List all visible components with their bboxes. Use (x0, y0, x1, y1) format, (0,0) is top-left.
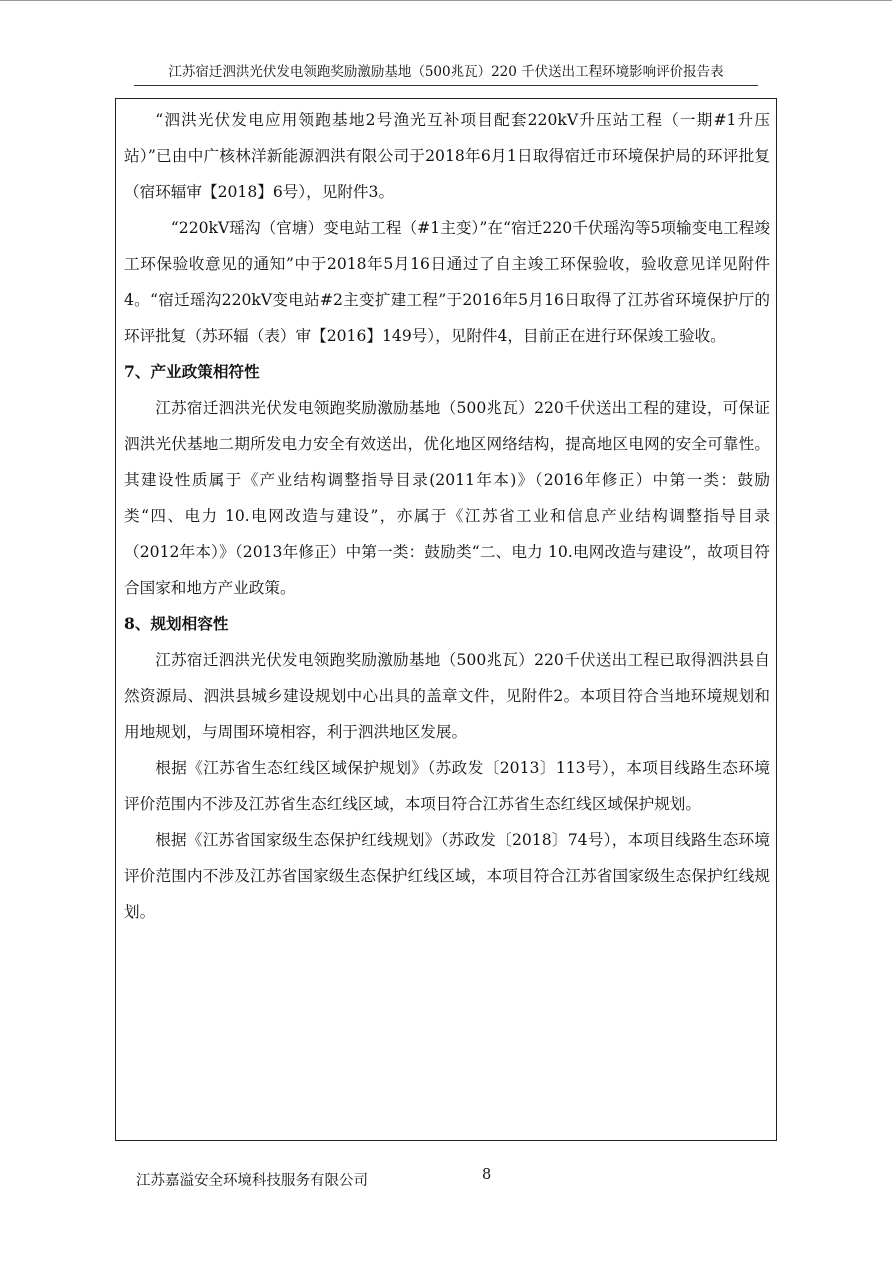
footer-company: 江苏嘉溢安全环境科技服务有限公司 (136, 1173, 368, 1189)
paragraph-yaogou-substation: “220kV瑶沟（官塘）变电站工程（#1主变）”在“宿迁220千伏瑶沟等5项输变电工程竣工环保验收意见的通知”中于2018年5月16日通过了自主竣工环保验收，验收意见详见附件4。“宿迁瑶沟220kV变电站#2主变扩建工程”于2016年5月16日取得了江苏省环境保护厅的环评批复（苏环辐（表）审【2016】149号），见附件4，目前正在进行环保竣工验收。 (124, 219, 770, 345)
section-heading-industrial-policy: 7、产业政策相符性 (124, 362, 260, 381)
page-number: 8 (482, 1167, 492, 1183)
page-top-rule (0, 0, 892, 1)
paragraph-national-redline: 根据《江苏省国家级生态保护红线规划》（苏政发〔2018〕74号），本项目线路生态环境评价范围内不涉及江苏省国家级生态保护红线区域，本项目符合江苏省国家级生态保护红线规划。 (124, 831, 770, 921)
paragraph-upgrade-station: “泗洪光伏发电应用领跑基地2号渔光互补项目配套220kV升压站工程（一期#1升压站）”已由中广核林洋新能源泗洪有限公司于2018年6月1日取得宿迁市环境保护局的环评批复（宿环辐审【2018】6号），见附件3。 (124, 111, 770, 201)
paragraph-industrial-policy: 江苏宿迁泗洪光伏发电领跑奖励激励基地（500兆瓦）220千伏送出工程的建设，可保证泗洪光伏基地二期所发电力安全有效送出，优化地区网络结构，提高地区电网的安全可靠性。其建设性质属于《产业结构调整指导目录(2011年本)》（2016年修正）中第一类：鼓励类“四、电力 10.电网改造与建设”，亦属于《江苏省工业和信息产业结构调整指导目录（2012年本）》（2013年修正）中第一类：鼓励类“二、电力 10.电网改造与建设”，故项目符合国家和地方产业政策。 (124, 399, 770, 597)
paragraph-ecological-redline: 根据《江苏省生态红线区域保护规划》（苏政发〔2013〕113号），本项目线路生态环境评价范围内不涉及江苏省生态红线区域，本项目符合江苏省生态红线区域保护规划。 (124, 759, 770, 813)
document-header: 江苏宿迁泗洪光伏发电领跑奖励激励基地（500兆瓦）220 千伏送出工程环境影响评价报告表 (134, 60, 758, 86)
paragraph-planning-approval: 江苏宿迁泗洪光伏发电领跑奖励激励基地（500兆瓦）220千伏送出工程已取得泗洪县自然资源局、泗洪县城乡建设规划中心出具的盖章文件，见附件2。本项目符合当地环境规划和用地规划，与周围环境相容，利于泗洪地区发展。 (124, 651, 770, 741)
section-heading-planning: 8、规划相容性 (124, 614, 229, 633)
document-body (124, 102, 770, 930)
